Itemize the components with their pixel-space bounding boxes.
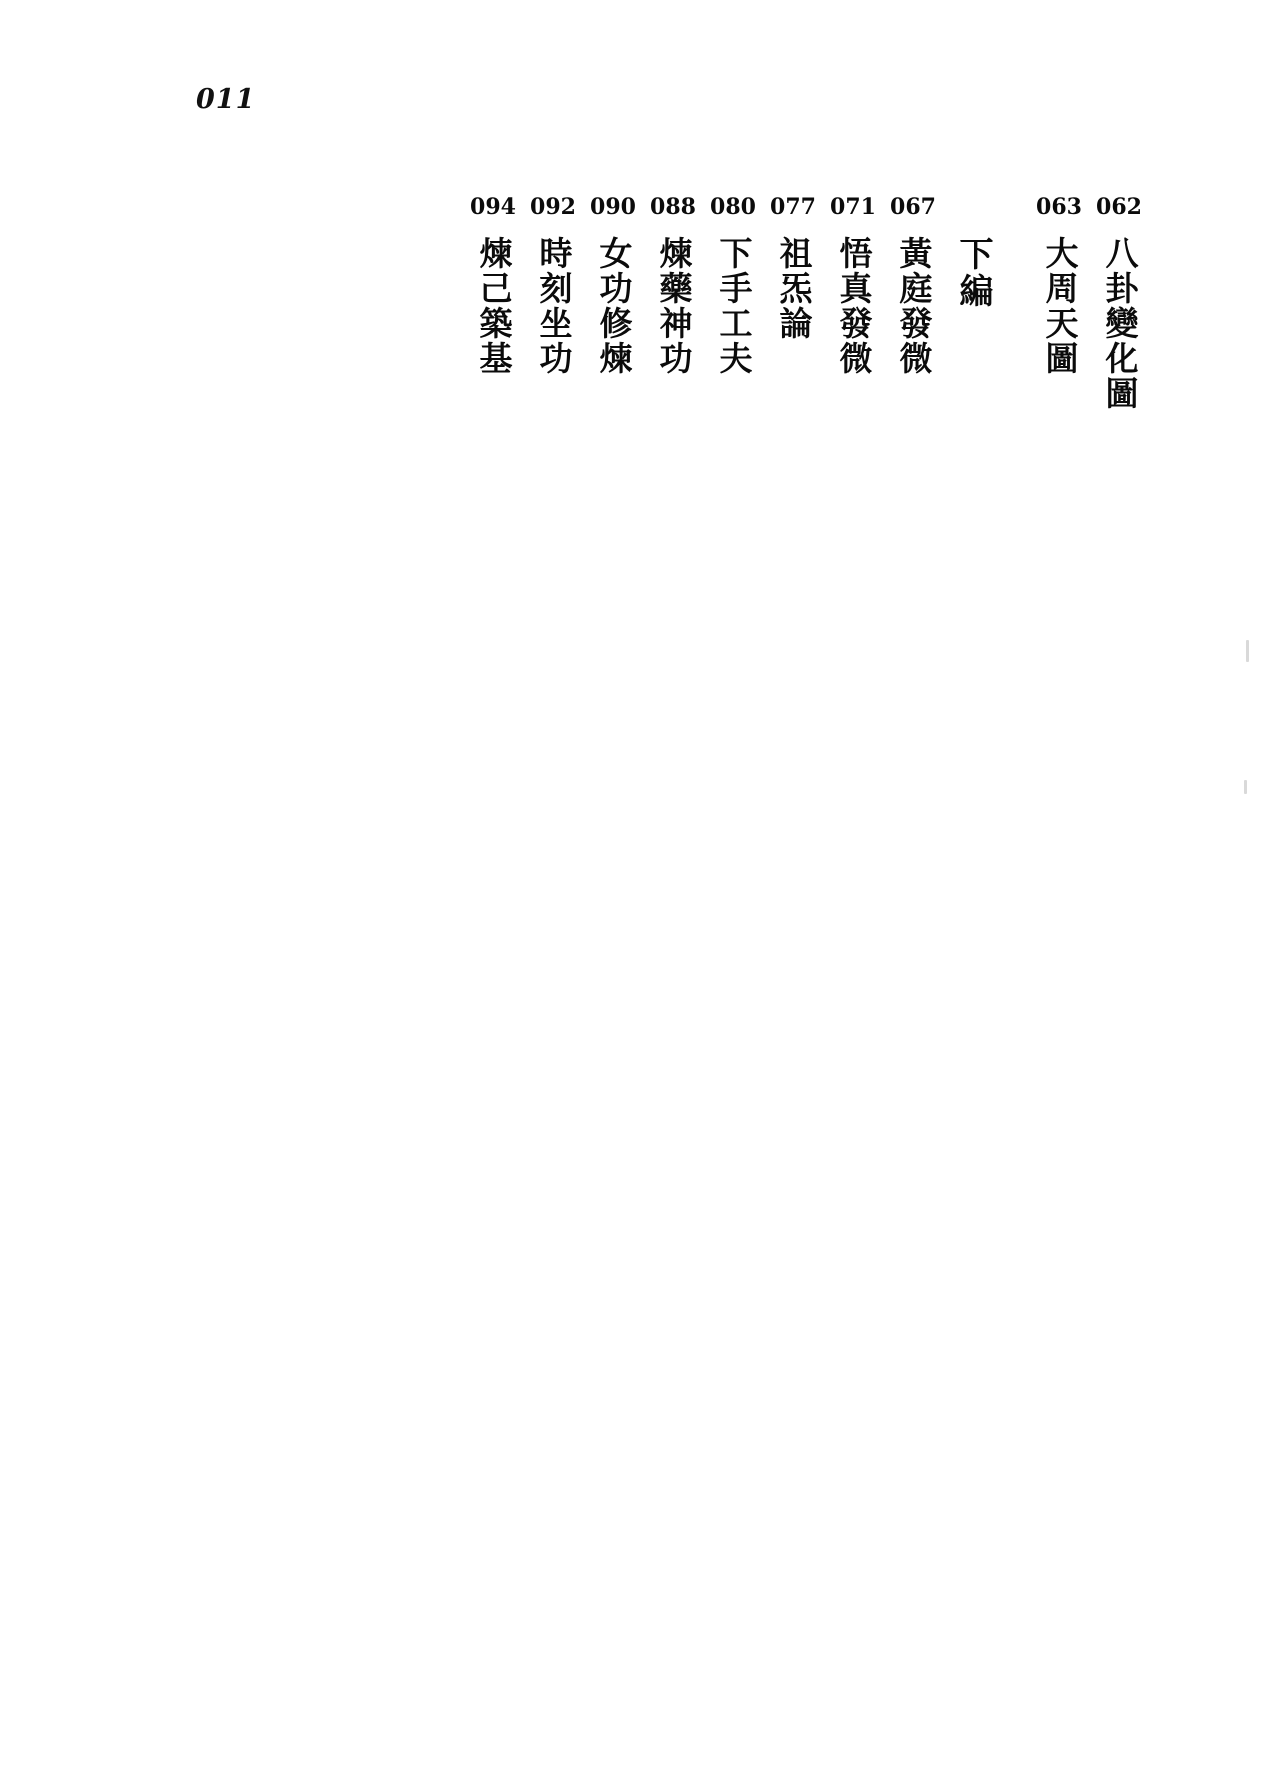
- toc-entry-page-number: 077: [770, 194, 816, 220]
- toc-entry-page-number: 071: [830, 194, 876, 220]
- toc-entry[interactable]: [823, 196, 883, 376]
- toc-entry-title: 煉己築基: [474, 236, 514, 376]
- toc-entry-page-number: 067: [890, 194, 936, 220]
- toc-entry-page-number: 063: [1036, 194, 1082, 220]
- toc-entry[interactable]: [583, 196, 643, 376]
- page-folio-number: 011: [196, 84, 256, 115]
- toc-entry-page-number: 062: [1096, 194, 1142, 220]
- toc-entry-page-number: 094: [470, 194, 516, 220]
- toc-entry[interactable]: [1089, 196, 1149, 411]
- toc-entry-page-number: 088: [650, 194, 696, 220]
- toc-entry[interactable]: [523, 196, 583, 376]
- toc-entry-title: 大周天圖: [1040, 236, 1080, 376]
- toc-entry-title: 下編: [953, 236, 994, 310]
- toc-entry-title: 悟真發微: [834, 236, 874, 376]
- table-of-contents: [463, 196, 1149, 536]
- toc-entry-page-number: 092: [530, 194, 576, 220]
- toc-entry-title: 下手工夫: [714, 236, 754, 376]
- toc-entry-title: 時刻坐功: [534, 236, 574, 376]
- toc-entry-title: 煉藥神功: [654, 236, 694, 376]
- toc-section-heading[interactable]: [943, 196, 1003, 310]
- toc-entry[interactable]: [643, 196, 703, 376]
- toc-entry-title: 祖炁論: [774, 236, 814, 341]
- toc-entry-page-number: 080: [710, 194, 756, 220]
- toc-entry[interactable]: [703, 196, 763, 376]
- toc-entry[interactable]: [1029, 196, 1089, 376]
- toc-entry-page-number: 090: [590, 194, 636, 220]
- toc-entry-title: 黃庭發微: [894, 236, 934, 376]
- scan-speck: [1244, 780, 1247, 794]
- toc-entry-title: 八卦變化圖: [1100, 236, 1140, 411]
- toc-entry[interactable]: [463, 196, 523, 376]
- toc-entry[interactable]: [883, 196, 943, 376]
- toc-entry[interactable]: [763, 196, 823, 341]
- scan-speck: [1246, 640, 1249, 662]
- toc-entry-title: 女功修煉: [594, 236, 634, 376]
